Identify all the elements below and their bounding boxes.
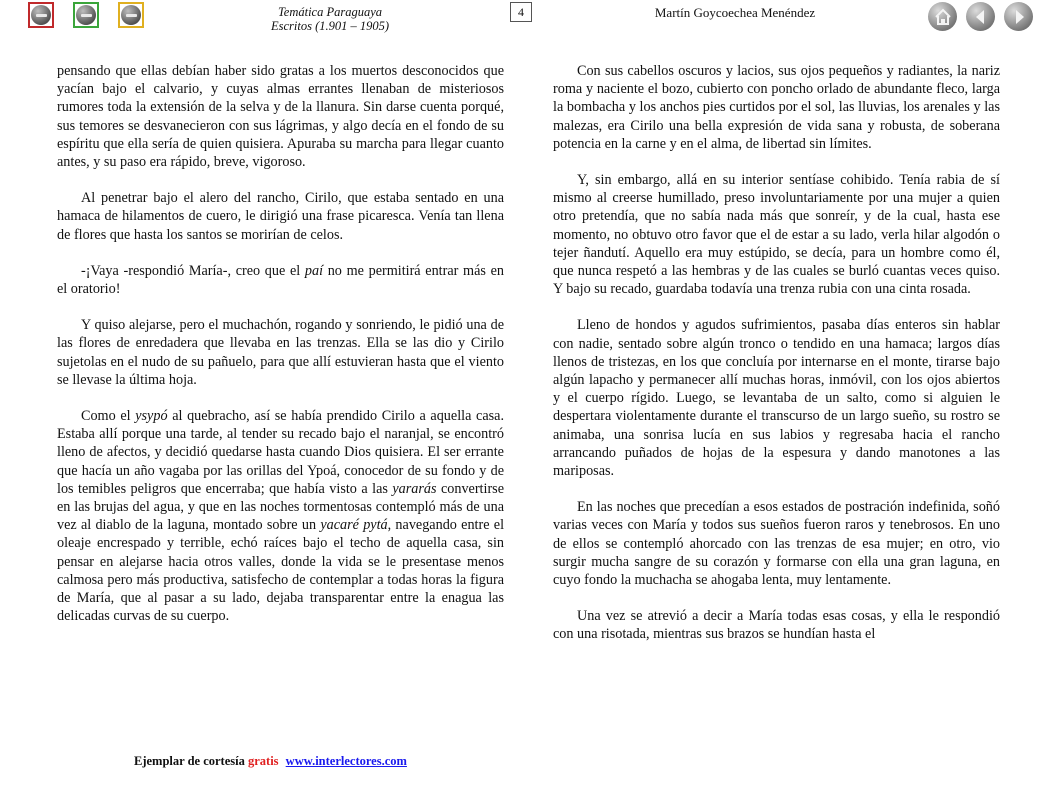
paragraph: En las noches que precedían a esos estados de postración indefinida, soñó varias veces con María y todos sus sueños fueron raros y tenebrosos. En uno de ellos se contempló ahorcado con las trenzas de esa mujer; en otro, vio surgir mucha sangre de su corazón y formarse con ella una gran laguna, en cuyo fondo la muchacha se ahogaba lenta, muy lentamente. (553, 499, 1000, 589)
minus-icon (76, 5, 96, 25)
paragraph: Una vez se atrevió a decir a María todas esas cosas, y ella le respondió con una risotada, mientras sus brazos se hundían hasta el (553, 608, 1000, 643)
header-book-title (240, 5, 420, 33)
minus-icon (31, 5, 51, 25)
paragraph: Como el ysypó al quebracho, así se había prendido Cirilo a aquella casa. Estaba allí porque una tarde, al tender su recado bajo el naranjal, se encontró lleno de afectos, y decidió quedarse hasta cuando Dios quisiera. El ser errante que hacía un año vagaba por las orillas del Ypoá, conocedor de su fondo y de los temibles peligros que encerraba; que había visto a las yararás convertirse en las brujas del agua, y que en las noches tormentosas contempló más de una vez al diablo de la laguna, montado sobre un yacaré pytá, navegando entre el oleaje encrespado y terrible, echó raíces bajo el techo de aquella casa, sin pensar en alejarse hacia otros valles, donde la vida se le presentase menos calmosa pero más productiva, satisfecho de contemplar a todas horas la figura de María, que al pasar a su lado, dejaba transparentar entre la enagua las delicadas curvas de su cuerpo. (57, 408, 505, 625)
paragraph: pensando que ellas debían haber sido gratas a los muertos desconocidos que yacían bajo el calvario, y cuyas almas errantes llenaban de misteriosos rumores toda la extensión de la selva y de la llanura. Sin darse cuenta porqué, sus temores se desvanecieron con sus lágrimas, y algo decía en el fondo de su espíritu que ella sería de quien quisiera. Apuraba su marcha para llegar cuanto antes, y su paso era rápido, breve, vigoroso. (57, 63, 504, 171)
paragraph: Con sus cabellos oscuros y lacios, sus ojos pequeños y radiantes, la nariz roma y naciente el bozo, cubierto con poncho orlado de abundante fleco, larga la bombacha y los anchos pies curtidos por el sol, las lluvias, los arenales y las malezas, era Cirilo una bella expresión de vida sana y robusta, de soberana potencia en la carne y en el alma, de libertad sin límites. (553, 63, 1000, 152)
header-title-line2: Escritos (1.901 – 1905) (270, 19, 390, 33)
minus-button-yellow[interactable] (118, 2, 144, 28)
next-page-button[interactable] (1004, 2, 1033, 31)
header-author: Martín Goycoechea Menéndez (654, 5, 816, 20)
right-text-column (553, 62, 1000, 644)
paragraph: Lleno de hondos y agudos sufrimientos, pasaba días enteros sin hablar con nadie, sentado sobre algún tronco o tendido en una hamaca; largos días llenos de tristezas, en los que concluía por internarse en el monte, tirarse bajo algún lapacho y permanecer allí muchas horas, inmóvil, con los ojos abiertos y el cuerpo rígido. Luego, se levantaba de un salto, como si alguien le despertara violentamente durante el transcurso de un largo sueño, su rostro se animaba, una sonrisa lucía en sus labios y regresaba hacia el rancho arrancando puñados de hojas de la espesura y dando manotones a las mariposas. (553, 317, 1000, 480)
minus-button-green[interactable] (73, 2, 99, 28)
left-text-column (57, 62, 504, 625)
paragraph: -¡Vaya -respondió María-, creo que el paí no me permitirá entrar más en el oratorio! (57, 262, 504, 298)
arrow-left-icon (972, 8, 990, 26)
previous-page-button[interactable] (966, 2, 995, 31)
paragraph: Al penetrar bajo el alero del rancho, Cirilo, que estaba sentado en una hamaca de hilamentos de cuero, le dirigió una frase picaresca. Venía tan llena de flores que hasta los santos se morirían de celos. (57, 190, 504, 243)
page-number: 4 (510, 2, 532, 22)
minus-button-red[interactable] (28, 2, 54, 28)
home-icon (934, 8, 952, 26)
footer-prefix: Ejemplar de cortesía (134, 754, 245, 768)
minus-icon (121, 5, 141, 25)
home-button[interactable] (928, 2, 957, 31)
footer (134, 754, 407, 769)
paragraph: Y quiso alejarse, pero el muchachón, rogando y sonriendo, le pidió una de las flores de enredadera que llevaba en las trenzas. Ella se las dio y Cirilo sujetolas en el nudo de su pañuelo, para que allí estuvieran hasta que el viento se llevase la última hoja. (57, 317, 504, 388)
arrow-right-icon (1010, 8, 1028, 26)
footer-gratis: gratis (247, 754, 279, 768)
footer-link[interactable]: www.interlectores.com (285, 754, 407, 768)
paragraph: Y, sin embargo, allá en su interior sentíase cohibido. Tenía rabia de sí mismo al creerse humillado, preso involuntariamente por una mujer a quien otro pretendía, que no sabía nada más que sonreír, y de la cual, hasta ese momento, no obtuvo otro favor que el de estar a su lado, verla hilar algodón o tejer ñandutí. Aquello era muy estúpido, se decía, para un hombre como él, que nunca respetó a las hembras y de las cuales se burló cuantas veces quiso. Y bajo su recado, guardaba todavía una trenza rubia con una cinta rosada. (553, 172, 1000, 298)
header-title-line1: Temática Paraguaya (277, 5, 383, 19)
